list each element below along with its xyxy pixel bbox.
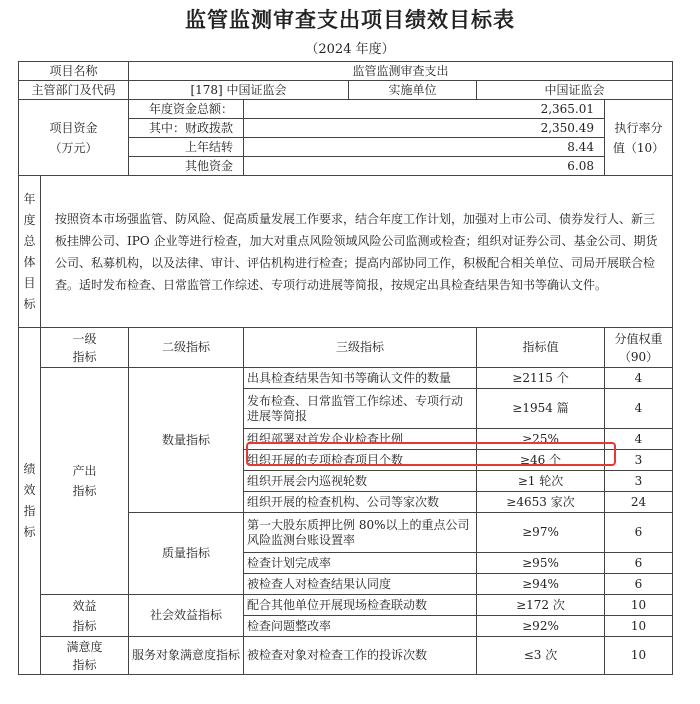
goal-label — [19, 176, 41, 328]
header-weight — [605, 328, 673, 368]
indicator-name: 发布检查、日常监管工作综述、专项行动进展等简报 — [244, 389, 477, 429]
indicator-value: ≥172 次 — [477, 595, 605, 616]
table-row — [19, 368, 673, 389]
benefit-label-text: 效益指标 — [72, 598, 97, 633]
perf-label-text: 绩效指标 — [23, 462, 36, 539]
indicator-value: ≥25% — [477, 429, 605, 450]
header-level2: 二级指标 — [129, 328, 244, 368]
indicator-value: ≥95% — [477, 553, 605, 574]
indicator-weight: 10 — [605, 595, 673, 616]
satisfaction-label — [41, 637, 129, 675]
indicator-value: ≥4653 家次 — [477, 492, 605, 513]
indicator-value: ≥97% — [477, 513, 605, 553]
header-level1-text: 一级指标 — [72, 331, 97, 364]
indicator-value: ≥2115 个 — [477, 368, 605, 389]
project-name-label: 项目名称 — [19, 62, 129, 81]
goal-text: 按照资本市场强监管、防风险、促高质量发展工作要求，结合年度工作计划，加强对上市公司、债券发行人、新三板挂牌公司、IPO 企业等进行检查，加大对重点风险领域风险公司监测或检查；组织对证券公司、基金公司、期货公司、私募机构，以及法律、审计、评估机构进行检查；提高内部协同工作，积极配合相关单位、司局开展联合检查。适时发布检查、日常监管工作综述、专项行动进展等简报，按规定出具检查结果告知书等确认文件。 — [41, 176, 673, 328]
indicator-name: 第一大股东质押比例 80%以上的重点公司风险监测台账设置率 — [244, 513, 477, 553]
indicator-weight: 4 — [605, 389, 673, 429]
service-label: 服务对象满意度指标 — [129, 637, 244, 675]
fund-row-value: 2,350.49 — [244, 119, 605, 138]
header-value: 指标值 — [477, 328, 605, 368]
perf-label — [19, 328, 41, 675]
indicator-name: 检查计划完成率 — [244, 553, 477, 574]
table-row — [19, 100, 673, 119]
page-title: 监管监测审查支出项目绩效目标表 — [185, 7, 515, 32]
indicator-weight: 24 — [605, 492, 673, 513]
impl-value: 中国证监会 — [477, 81, 673, 100]
indicator-value: ≥92% — [477, 616, 605, 637]
indicator-name: 组织部署对首发企业检查比例 — [244, 429, 477, 450]
rate-label-text: 执行率分值（10） — [612, 120, 665, 155]
indicator-name: 组织开展的专项检查项目个数 — [244, 450, 477, 471]
indicator-weight: 10 — [605, 637, 673, 675]
quantity-label: 数量指标 — [129, 368, 244, 513]
funds-label — [19, 100, 129, 176]
indicator-name: 出具检查结果告知书等确认文件的数量 — [244, 368, 477, 389]
rate-label — [605, 100, 673, 176]
table-row — [19, 62, 673, 81]
output-label-text: 产出指标 — [72, 464, 97, 498]
year-subtitle: （2024 年度） — [305, 42, 395, 57]
goal-label-text: 年度总体目标 — [23, 191, 36, 311]
indicator-name: 配合其他单位开展现场检查联动数 — [244, 595, 477, 616]
table-row — [19, 637, 673, 675]
indicator-name: 检查问题整改率 — [244, 616, 477, 637]
fund-row-label: 其中：财政拨款 — [129, 119, 244, 138]
quality-label: 质量指标 — [129, 513, 244, 595]
indicator-weight: 6 — [605, 513, 673, 553]
indicator-weight: 3 — [605, 471, 673, 492]
fund-row-value: 2,365.01 — [244, 100, 605, 119]
performance-goal-table — [18, 61, 673, 675]
indicator-weight: 6 — [605, 553, 673, 574]
social-label: 社会效益指标 — [129, 595, 244, 637]
table-row — [19, 81, 673, 100]
project-name-value: 监管监测审查支出 — [129, 62, 673, 81]
fund-row-value: 8.44 — [244, 138, 605, 157]
indicator-weight: 3 — [605, 450, 673, 471]
dept-label: 主管部门及代码 — [19, 81, 129, 100]
benefit-label — [41, 595, 129, 637]
header-level3: 三级指标 — [244, 328, 477, 368]
indicator-value: ≥94% — [477, 574, 605, 595]
output-label — [41, 368, 129, 595]
fund-row-label: 年度资金总额： — [129, 100, 244, 119]
table-row — [19, 328, 673, 368]
table-row — [19, 595, 673, 616]
fund-row-label: 其他资金 — [129, 157, 244, 176]
funds-label-text: 项目资金（万元） — [49, 120, 98, 155]
indicator-value: ≥46 个 — [477, 450, 605, 471]
header-level1 — [41, 328, 129, 368]
table-row — [19, 176, 673, 328]
indicator-value: ≥1954 篇 — [477, 389, 605, 429]
indicator-weight: 10 — [605, 616, 673, 637]
satisfaction-label-text: 满意度指标 — [66, 639, 103, 672]
indicator-weight: 4 — [605, 429, 673, 450]
indicator-weight: 4 — [605, 368, 673, 389]
indicator-name: 被检查对象对检查工作的投诉次数 — [244, 637, 477, 675]
indicator-value: ≥1 轮次 — [477, 471, 605, 492]
indicator-name: 被检查人对检查结果认同度 — [244, 574, 477, 595]
fund-row-label: 上年结转 — [129, 138, 244, 157]
indicator-value: ≤3 次 — [477, 637, 605, 675]
fund-row-value: 6.08 — [244, 157, 605, 176]
indicator-weight: 6 — [605, 574, 673, 595]
header-weight-text: 分值权重（90） — [614, 331, 663, 364]
dept-value: [178] 中国证监会 — [129, 81, 349, 100]
impl-label: 实施单位 — [349, 81, 477, 100]
indicator-name: 组织开展会内巡视轮数 — [244, 471, 477, 492]
indicator-name: 组织开展的检查机构、公司等家次数 — [244, 492, 477, 513]
